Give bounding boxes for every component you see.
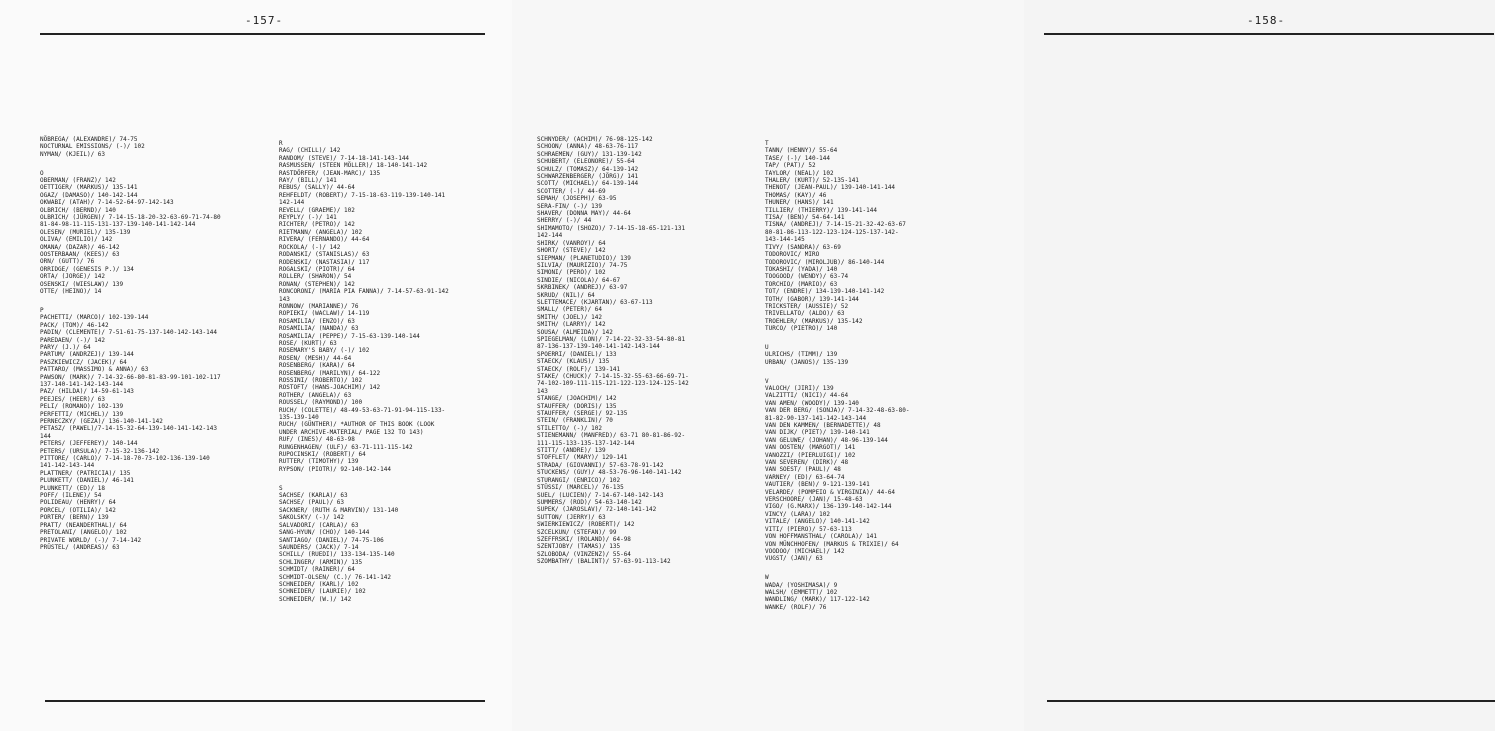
index-entry: THUNER/ (HANS)/ 141 [765, 199, 834, 207]
section-letter: R [279, 140, 283, 147]
index-entry: STURANGI/ (ENRICO)/ 102 [537, 476, 621, 484]
index-entry: SALVADORI/ (CARLA)/ 63 [279, 521, 359, 529]
blank-line [40, 296, 270, 303]
index-entry: TAYLOR/ (NEAL)/ 102 [765, 169, 834, 177]
index-entry: 81-84-98-11-115-131-137-139-140-141-142-144 [40, 221, 196, 229]
index-entry: ORTA/ (JORGE)/ 142 [40, 273, 106, 281]
index-entry: PAWSON/ (MARK)/ 7-14-32-66-80-81-83-99-101-102-117 [40, 373, 221, 381]
index-entry: 111-115-133-135-137-142-144 [537, 439, 635, 447]
index-entry: TILLIER/ (THIERRY)/ 139-141-144 [765, 206, 877, 214]
section-letter: P [40, 306, 44, 314]
index-entry: RIETMANN/ (ANGELA)/ 102 [279, 228, 363, 236]
index-entry: VALZITTI/ (NICI)/ 44-64 [765, 392, 849, 400]
index-entry: VAN OOSTEN/ (MARGOT)/ 141 [765, 444, 856, 452]
top-rule-right [1044, 33, 1494, 35]
index-entry: STRADA/ (GIOVANNI)/ 57-63-78-91-142 [537, 461, 664, 469]
section-letter: U [765, 343, 769, 351]
index-entry: OLBRICH/ (JÜRGEN)/ 7-14-15-18-20-32-63-69-71-74-80 [40, 214, 221, 222]
index-entry: SCHMIDT-OLSEN/ (C.)/ 76-141-142 [279, 573, 391, 581]
index-entry: REHFELDT/ (ROBERT)/ 7-15-18-63-119-139-140-141 [279, 191, 446, 199]
index-entry: ROSAMILIA/ (ENZO)/ 63 [279, 317, 355, 325]
index-entry: VUGST/ (JAN)/ 63 [765, 555, 823, 563]
index-entry: SAKOLSKY/ (-)/ 142 [279, 514, 345, 522]
index-entry: STÜSSI/ (MARCEL)/ 76-135 [537, 484, 624, 492]
index-entry: TROEHLER/ (MARKUS)/ 135-142 [765, 317, 863, 325]
index-entry: TANN/ (HENNY)/ 55-64 [765, 147, 838, 155]
index-entry: RAG/ (CHILL)/ 142 [279, 147, 341, 155]
index-entry: SKRUD/ (NIL)/ 64 [537, 291, 595, 299]
page-number-left: -157- [245, 14, 284, 27]
blank-line [765, 333, 995, 340]
index-entry: ROSAMILIA/ (PEPPE)/ 7-15-63-139-140-144 [279, 332, 420, 340]
index-entry: TODOROVIC/ (MIROLJUB)/ 86-140-144 [765, 258, 885, 266]
index-entry: 81-82-90-137-141-142-143-144 [765, 414, 867, 422]
index-entry: ULRICHS/ (TIMM)/ 139 [765, 351, 838, 359]
index-entry: RODANSKI/ (STANISLAS)/ 63 [279, 251, 370, 259]
index-entry: ROSE/ (KURT)/ 63 [279, 339, 337, 347]
index-entry: STILETTO/ (-)/ 102 [537, 424, 603, 432]
index-entry: SCHRAEMEN/ (GUY)/ 131-139-142 [537, 150, 642, 158]
blank-line [279, 473, 509, 480]
section-letter: S [279, 484, 283, 492]
index-entry: STUCKENS/ (GUY)/ 48-53-76-96-140-141-142 [537, 469, 682, 477]
index-entry: PERNECZKY/ (GEZA)/ 136-140-141-142 [40, 418, 163, 425]
index-entry: SCHMIDT/ (RAINER)/ 64 [279, 566, 355, 574]
index-entry: 141-142-143-144 [40, 462, 95, 470]
index-entry: SCHILL/ (RUEDI)/ 133-134-135-140 [279, 551, 395, 559]
index-entry: ROLLER/ (SHARON)/ 54 [279, 273, 352, 281]
index-entry: SUMMERS/ (ROD)/ 54-63-140-142 [537, 498, 642, 506]
index-entry: STANGE/ (JOACHIM)/ 142 [537, 395, 617, 403]
index-entry: OTTE/ (HEINO)/ 14 [40, 288, 102, 296]
index-entry: SZOMBATHY/ (BALINT)/ 57-63-91-113-142 [537, 558, 671, 566]
index-entry: PAREDAEN/ (-)/ 142 [40, 336, 106, 344]
index-entry: NÖBREGA/ (ALEXANDRE)/ 74-75 [40, 136, 138, 143]
index-entry: VON HOFFMANSTHAL/ (CAROLA)/ 141 [765, 533, 877, 541]
index-entry: RASMUSSEN/ (STEEN MÖLLER)/ 18-140-141-142 [279, 162, 428, 170]
index-entry: SMITH/ (LARRY)/ 142 [537, 321, 606, 329]
index-entry: ROSEMARY'S BABY/ (-)/ 102 [279, 347, 370, 355]
index-entry: VAN GELUWE/ (JOHAN)/ 48-96-139-144 [765, 436, 888, 444]
index-entry: OSENSKI/ (WIESLAW)/ 139 [40, 280, 124, 288]
page-number-right: -158- [1247, 14, 1286, 27]
index-entry: TORCHIO/ (MARIO)/ 63 [765, 280, 838, 288]
index-entry: PASZKIEWICZ/ (JACEK)/ 64 [40, 358, 127, 366]
index-entry: PRÜSTEL/ (ANDREAS)/ 63 [40, 543, 120, 551]
index-entry: REVELL/ (GRAEME)/ 102 [279, 206, 355, 214]
index-entry: SCHULZ/ (TOMASZ)/ 64-139-142 [537, 165, 639, 173]
index-entry: 87-136-137-139-140-141-142-143-144 [537, 343, 660, 351]
index-entry: SCOTT/ (MICHAEL)/ 64-139-144 [537, 180, 639, 188]
index-entry: WANDLING/ (MARK)/ 117-122-142 [765, 596, 870, 604]
index-entry: TAP/ (PAT)/ 52 [765, 162, 816, 170]
index-entry: PRATT/ (NEANDERTHAL)/ 64 [40, 521, 127, 529]
index-entry: SHERRY/ (-)/ 44 [537, 217, 592, 225]
index-entry: OKWABI/ (ATAH)/ 7-14-52-64-97-142-143 [40, 199, 174, 207]
index-entry: ROSENBERG/ (KARA)/ 64 [279, 362, 355, 370]
index-column-4 [765, 136, 995, 611]
index-entry: ROGALSKI/ (PIOTR)/ 64 [279, 265, 355, 273]
index-entry: SEMAH/ (JOSEPH)/ 63-95 [537, 195, 617, 203]
index-entry: RANDOM/ (STEVE)/ 7-14-18-141-143-144 [279, 154, 410, 162]
bottom-rule-left [45, 700, 485, 702]
index-entry: RUCH/ (COLETTE)/ 48-49-53-63-71-91-94-115-133- [279, 406, 446, 414]
blank-line [40, 158, 270, 165]
index-entry: SACKNER/ (RUTH & MARVIN)/ 131-140 [279, 506, 399, 514]
index-entry: STOFFLET/ (MARY)/ 129-141 [537, 454, 628, 462]
index-entry: SIMONI/ (PERO)/ 102 [537, 269, 606, 277]
index-entry: VALOCH/ (JIRI)/ 139 [765, 384, 834, 392]
index-entry: SANG-HYUN/ (CHO)/ 140-144 [279, 529, 370, 537]
index-entry: PLUNKETT/ (DANIEL)/ 46-141 [40, 477, 134, 485]
index-entry: ROCKOLA/ (-)/ 142 [279, 243, 341, 251]
section-letter: V [765, 377, 769, 385]
index-entry: VAN SEVEREN/ (DIRK)/ 48 [765, 459, 849, 467]
index-entry: PRETOLANI/ (ANGELO)/ 102 [40, 529, 127, 537]
index-entry: SILVIA/ (MAURIZIO)/ 74-75 [537, 261, 628, 269]
index-entry: WANKE/ (ROLF)/ 76 [765, 603, 827, 611]
index-entry: PLATTNER/ (PATRICIA)/ 135 [40, 469, 131, 477]
index-entry: STAUFFER/ (SERGE)/ 92-135 [537, 410, 628, 418]
index-entry: RUF/ (INES)/ 48-63-98 [279, 436, 355, 444]
index-entry: SANTIAGO/ (DANIEL)/ 74-75-106 [279, 536, 384, 544]
index-column-3 [537, 136, 767, 566]
index-column-1 [40, 136, 270, 551]
index-entry: OMANA/ (DAZAR)/ 46-142 [40, 243, 120, 251]
index-entry: SZCELKUN/ (STEFAN)/ 99 [537, 528, 617, 536]
index-entry: VAUTIER/ (BEN)/ 9-121-139-141 [765, 481, 870, 489]
index-entry: RAY/ (BILL)/ 141 [279, 177, 337, 185]
index-entry: PACHETTI/ (MARCO)/ 102-139-144 [40, 314, 149, 322]
index-entry: TOTH/ (GABOR)/ 139-141-144 [765, 295, 859, 303]
index-entry: SINDIE/ (NICOLA)/ 64-67 [537, 276, 621, 284]
index-entry: PACK/ (TOM)/ 46-142 [40, 321, 109, 329]
index-entry: 143 [537, 387, 548, 395]
index-entry: PRIVATE WORLD/ (-)/ 7-14-142 [40, 536, 142, 544]
index-entry: SKRBINEK/ (ANDREJ)/ 63-97 [537, 284, 628, 292]
index-entry: SIEPMAN/ (PLANETUDIO)/ 139 [537, 254, 631, 262]
index-entry: SUPEK/ (JAROSLAV)/ 72-140-141-142 [537, 506, 657, 514]
index-entry: RASTDÖRFER/ (JEAN-MARC)/ 135 [279, 169, 381, 177]
index-entry: VELARDE/ (POMPEIO & VIRGINIA)/ 44-64 [765, 488, 896, 496]
index-entry: TISA/ (BEN)/ 54-64-141 [765, 214, 845, 222]
index-entry: 143 [279, 295, 290, 303]
index-entry: PITTORE/ (CARLO)/ 7-14-18-70-73-102-136-139-140 [40, 455, 210, 463]
index-entry: VIGO/ (G.MARX)/ 136-139-140-142-144 [765, 503, 892, 511]
index-entry: SPIEGELMAN/ (LON)/ 7-14-22-32-33-54-80-81 [537, 335, 686, 343]
index-entry: SAUNDERS/ (JACK)/ 7-14 [279, 543, 359, 551]
index-entry: ROSAMILIA/ (NANDA)/ 63 [279, 325, 359, 333]
index-entry: RUPOCINSKI/ (ROBERT)/ 64 [279, 451, 366, 459]
index-entry: VAN DIJK/ (PIET)/ 139-140-141 [765, 429, 870, 437]
index-entry: UNDER ARCHIVE-MATERIAL/ PAGE 132 TO 143) [279, 428, 424, 436]
index-entry: URBAN/ (JANOS)/ 135-139 [765, 358, 849, 366]
index-entry: TIVY/ (SANDRA)/ 63-69 [765, 243, 841, 251]
index-entry: ORRIDGE/ (GENESIS P.)/ 134 [40, 265, 134, 273]
index-entry: PATTARO/ (MASSIMO) & ANNA)/ 63 [40, 366, 149, 374]
index-entry: PARY/ (J.)/ 64 [40, 343, 91, 351]
index-entry: OLESEN/ (MURIEL)/ 135-139 [40, 228, 131, 236]
index-entry: RONAN/ (STEPHEN)/ 142 [279, 280, 355, 288]
section-letter: W [765, 574, 769, 582]
index-entry: REBUS/ (SALLY)/ 44-64 [279, 184, 355, 192]
index-entry: 137-140-141-142-143-144 [40, 380, 124, 388]
index-entry: PLUNKETT/ (ED)/ 18 [40, 484, 106, 492]
index-entry: SMALL/ (PETER)/ 64 [537, 306, 603, 314]
blank-line [765, 563, 995, 570]
index-entry: PAZ/ (HILDA)/ 14-59-61-143 [40, 388, 134, 396]
index-entry: STAUFFER/ (DORIS)/ 135 [537, 402, 617, 410]
index-entry: STAKE/ (CHUCK)/ 7-14-15-32-55-63-66-69-71- [537, 373, 689, 380]
index-entry: SZLOBODA/ (VINZENZ)/ 55-64 [537, 550, 631, 558]
index-entry: TRICKSTER/ (AUSSIE)/ 52 [765, 302, 849, 310]
index-entry: OBERMAN/ (FRANZ)/ 142 [40, 177, 116, 185]
index-entry: THOMAS/ (KAY)/ 46 [765, 191, 827, 199]
index-entry: NYMAN/ (KJEIL)/ 63 [40, 150, 106, 158]
index-entry: VARNEY/ (ED)/ 63-64-74 [765, 473, 845, 481]
index-entry: VOODOO/ (MICHAEL)/ 142 [765, 547, 845, 555]
index-entry: STAECK/ (KLAUS)/ 135 [537, 358, 610, 366]
index-entry: SLETTEMACE/ (KJARTAN)/ 63-67-113 [537, 298, 653, 306]
index-entry: 144 [40, 432, 51, 440]
index-entry: WALSH/ (EMMETT)/ 102 [765, 588, 838, 596]
index-entry: SCHOON/ (ANNA)/ 48-63-76-117 [537, 143, 639, 151]
index-entry: RODENSKI/ (NASTASIA)/ 117 [279, 258, 370, 266]
index-entry: STIENEMANN/ (MANFRED)/ 63-71 80-81-86-92- [537, 432, 686, 440]
index-column-2 [279, 136, 509, 603]
index-entry: ROTHER/ (ANGELA)/ 63 [279, 391, 352, 399]
index-entry: SOUSA/ (ALMEIDA)/ 142 [537, 328, 613, 336]
index-entry: VITI/ (PIERO)/ 57-63-113 [765, 525, 852, 533]
index-entry: SUTTON/ (JERRY)/ 63 [537, 513, 606, 521]
index-entry: SCHLINGER/ (ARMIN)/ 135 [279, 558, 363, 566]
index-entry: OLBRICH/ (BERND)/ 140 [40, 206, 116, 214]
index-entry: PARTUM/ (ANDRZEJ)/ 139-144 [40, 351, 134, 359]
index-entry: STAECK/ (ROLF)/ 139-141 [537, 365, 621, 373]
index-entry: 80-81-86-113-122-123-124-125-137-142- [765, 228, 899, 236]
index-entry: THALER/ (KURT)/ 52-135-141 [765, 177, 859, 185]
index-entry: 74-102-109-111-115-121-122-123-124-125-142 [537, 380, 689, 388]
index-entry: PETERS/ (URSULA)/ 7-15-32-136-142 [40, 447, 160, 455]
index-entry: 142-144 [279, 199, 305, 207]
index-entry: ROSEN/ (MESH)/ 44-64 [279, 354, 352, 362]
index-entry: TODOROVIC/ MIRO [765, 251, 820, 259]
blank-line [765, 366, 995, 373]
index-entry: TOT/ (ENDRE)/ 134-139-140-141-142 [765, 288, 885, 296]
index-entry: SZEFFRSKI/ (ROLAND)/ 64-98 [537, 535, 631, 543]
index-entry: SCHNEIDER/ (LAURIE)/ 102 [279, 588, 366, 596]
index-entry: RYPSON/ (PIOTR)/ 92-140-142-144 [279, 465, 391, 473]
index-entry: VAN DER BERG/ (SONJA)/ 7-14-32-48-63-80- [765, 407, 910, 415]
bottom-rule-right [1047, 700, 1495, 702]
index-entry: THENOT/ (JEAN-PAUL)/ 139-140-141-144 [765, 184, 896, 192]
index-entry: SCHWARZENBERGER/ (JÖRG)/ 141 [537, 173, 639, 181]
index-entry: ROUSSEL/ (RAYMOND)/ 100 [279, 399, 363, 407]
index-entry: SACHSE/ (PAUL)/ 63 [279, 499, 345, 507]
index-entry: SCHNEIDER/ (W.)/ 142 [279, 595, 352, 603]
index-entry: SHAVER/ (DONNA MAY)/ 44-64 [537, 210, 631, 218]
index-entry: POFF/ (ILENE)/ 54 [40, 492, 102, 500]
index-entry: PORTER/ (BERN)/ 139 [40, 514, 109, 522]
index-entry: RONCORONI/ (MARIA PIA FANNA)/ 7-14-57-63-91-142 [279, 288, 449, 296]
index-entry: VITALE/ (ANGELO)/ 140-141-142 [765, 518, 870, 526]
index-entry: VAN SOEST/ (PAUL)/ 48 [765, 466, 841, 474]
index-entry: TISNA/ (ANDREJ)/ 7-14-15-21-32-42-63-67 [765, 221, 906, 229]
index-entry: SPOERRI/ (DANIEL)/ 133 [537, 350, 617, 358]
index-entry: SERA-FIN/ (-)/ 139 [537, 202, 603, 210]
index-entry: SMITH/ (JOEL)/ 142 [537, 313, 603, 321]
index-entry: NOCTURNAL EMISSIONS/ (-)/ 102 [40, 143, 145, 151]
index-entry: 135-139-140 [279, 414, 319, 422]
index-entry: TURCO/ (PIETRO)/ 140 [765, 325, 838, 333]
index-entry: PETERS/ (JEFFEREY)/ 140-144 [40, 440, 138, 448]
index-entry: RUTTER/ (TIMOTHY)/ 139 [279, 458, 359, 466]
index-entry: VERSCHOORE/ (JAN)/ 15-48-63 [765, 496, 863, 504]
index-entry: PORCEL/ (OTILIA)/ 142 [40, 506, 116, 514]
index-entry: ROPIEKI/ (WACLAW)/ 14-119 [279, 310, 370, 318]
index-entry: TOKASHI/ (YADA)/ 140 [765, 265, 838, 273]
index-entry: SWIERKIEWICZ/ (ROBERT)/ 142 [537, 521, 635, 529]
index-entry: SHORT/ (STEVE)/ 142 [537, 247, 606, 255]
index-entry: PELI/ (ROMANO)/ 102-139 [40, 403, 124, 411]
index-entry: PEEJES/ (HEER)/ 63 [40, 395, 106, 403]
index-entry: PERFETTI/ (MICHEL)/ 139 [40, 410, 124, 418]
index-entry: VANOZZI/ (PIERLUIGI)/ 102 [765, 451, 856, 459]
index-entry: SCHNEIDER/ (KARL)/ 102 [279, 580, 359, 588]
index-entry: RIVERA/ (FERNANDO)/ 44-64 [279, 236, 370, 244]
index-entry: SCOTTER/ (-)/ 44-69 [537, 187, 606, 195]
index-entry: 142-144 [537, 232, 563, 240]
index-entry: PETASZ/ (PAWEL)/7-14-15-32-64-139-140-141-142-143 [40, 425, 218, 433]
index-entry: OGAZ/ (DAMASO)/ 140-142-144 [40, 191, 138, 199]
index-entry: SHIRK/ (VANROY)/ 64 [537, 239, 606, 247]
index-entry: PADIN/ (CLEMENTE)/ 7-51-61-75-137-140-142-143-144 [40, 329, 218, 337]
top-rule-left [40, 33, 485, 35]
index-entry: STEIN/ (FRANKLIN)/ 70 [537, 417, 613, 425]
index-entry: OETTIGER/ (MARKUS)/ 135-141 [40, 184, 138, 192]
index-entry: REYPLY/ (-)/ 141 [279, 214, 337, 222]
index-entry: TASE/ (-)/ 140-144 [765, 154, 831, 162]
section-letter: T [765, 140, 769, 147]
index-entry: VAN AMEN/ (WOODY)/ 139-140 [765, 399, 859, 407]
index-entry: TOOGOOD/ (WENDY)/ 63-74 [765, 273, 849, 281]
index-entry: STITT/ (ANDRE)/ 139 [537, 447, 606, 455]
index-entry: RONNOW/ (MARIANNE)/ 76 [279, 302, 359, 310]
index-entry: WADA/ (YOSHIMASA)/ 9 [765, 581, 838, 589]
section-letter: O [40, 169, 44, 177]
index-entry: SCHNYDER/ (ACHIM)/ 76-98-125-142 [537, 136, 653, 143]
index-entry: ORN/ (GUTT)/ 76 [40, 258, 95, 266]
index-entry: RUCH/ (GÜNTHER)/ *AUTHOR OF THIS BOOK (LOOK [279, 421, 435, 429]
index-entry: ROSSINI/ (ROBERTO)/ 102 [279, 377, 363, 384]
index-entry: SHIMAMOTO/ (SHOZO)/ 7-14-15-18-65-121-131 [537, 224, 686, 232]
index-entry: RICHTER/ (PETRO)/ 142 [279, 221, 355, 229]
index-entry: VINCY/ (LARA)/ 102 [765, 510, 831, 518]
index-entry: POLIDEAU/ (HENRY)/ 64 [40, 499, 116, 507]
index-entry: TRIVELLATO/ (ALDO)/ 63 [765, 310, 845, 318]
index-entry: VAN DEN KAMMEN/ (BERNADETTE)/ 48 [765, 422, 881, 429]
index-entry: VON MÜNCHHOFEN/ (MARKUS & TRIXIE)/ 64 [765, 540, 899, 548]
index-entry: OLIVA/ (EMILIO)/ 142 [40, 236, 113, 244]
index-entry: ROSENBERG/ (MARILYN)/ 64-122 [279, 369, 381, 377]
index-entry: SZENTJOBY/ (TAMAS)/ 135 [537, 543, 621, 551]
index-entry: SACHSE/ (KARLA)/ 63 [279, 492, 348, 500]
index-entry: RUNGENHAGEN/ (ULF)/ 63-71-111-115-142 [279, 443, 413, 451]
index-entry: OOSTERBAAN/ (KEES)/ 63 [40, 251, 120, 259]
index-entry: ROSTOFT/ (HANS-JOACHIM)/ 142 [279, 384, 381, 392]
index-entry: SUEL/ (LUCIEN)/ 7-14-67-140-142-143 [537, 491, 664, 499]
index-entry: SCHUBERT/ (ELEONORE)/ 55-64 [537, 158, 635, 166]
index-entry: 143-144-145 [765, 236, 805, 244]
